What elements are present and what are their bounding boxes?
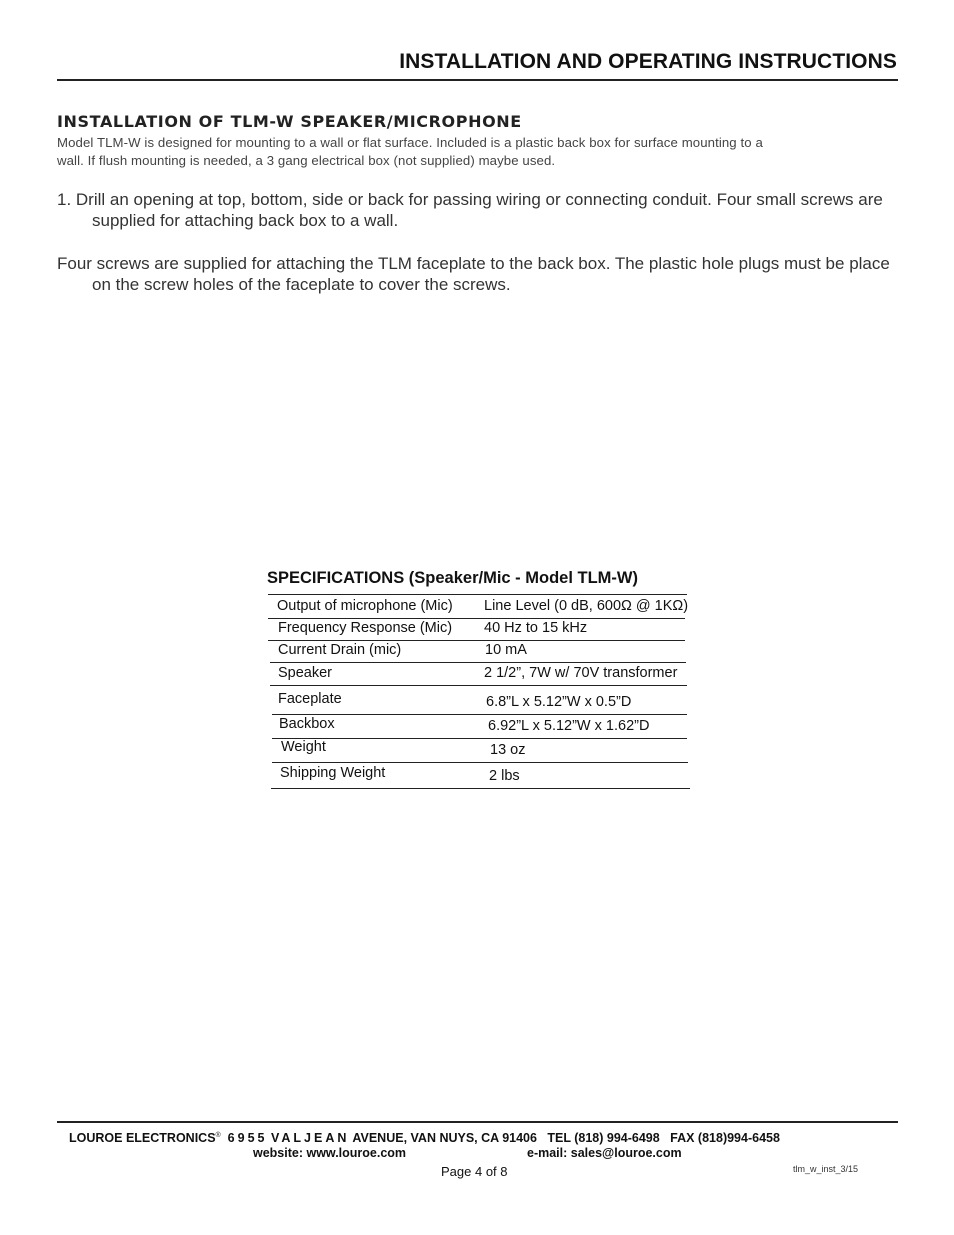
spec-row-divider	[272, 762, 688, 763]
spec-row-divider	[268, 640, 685, 641]
instruction-step-2: Four screws are supplied for attaching the TLM faceplate to the back box. The plastic hole plugs must be place on the screw holes of the faceplate to cover the screws.	[57, 254, 890, 294]
street-number: 6955	[227, 1131, 268, 1145]
spec-value: 13 oz	[490, 742, 526, 758]
street-name: VALJEAN	[270, 1131, 350, 1145]
header-divider	[57, 79, 898, 81]
spec-label: Frequency Response (Mic)	[278, 620, 453, 636]
fax: FAX (818)994-6458	[670, 1131, 780, 1145]
page-title: INSTALLATION AND OPERATING INSTRUCTIONS	[399, 50, 897, 73]
spec-value: 6.8”L x 5.12”W x 0.5”D	[486, 694, 632, 710]
intro-line-2: wall. If flush mounting is needed, a 3 gang electrical box (not supplied) maybe used.	[57, 152, 556, 168]
specifications-title: SPECIFICATIONS (Speaker/Mic - Model TLM-W)	[267, 569, 638, 587]
spec-label: Weight	[281, 739, 326, 755]
section-heading: INSTALLATION OF TLM-W SPEAKER/MICROPHONE	[57, 112, 522, 131]
company-name: LOUROE ELECTRONICS	[69, 1131, 216, 1145]
spec-table-bottom-rule	[271, 788, 690, 789]
spec-label: Backbox	[279, 716, 335, 732]
spec-value: 40 Hz to 15 kHz	[484, 620, 588, 636]
spec-value: 6.92”L x 5.12”W x 1.62”D	[488, 718, 650, 734]
intro-line-1: Model TLM-W is designed for mounting to a wall or flat surface. Included is a plastic back box for surface mounting to a	[57, 135, 763, 150]
footer-contact-line	[69, 1131, 780, 1145]
spec-row-divider	[272, 738, 687, 739]
spec-label: Current Drain (mic)	[278, 642, 402, 658]
spec-value: 2 1/2”, 7W w/ 70V transformer	[484, 665, 678, 681]
website-link[interactable]: website: www.louroe.com	[253, 1146, 407, 1160]
address-rest: AVENUE, VAN NUYS, CA 91406	[352, 1131, 537, 1145]
spec-value: 10 mA	[485, 642, 527, 658]
spec-table-top-rule	[268, 594, 687, 595]
page-number: Page 4 of 8	[441, 1164, 508, 1179]
spec-value: 2 lbs	[489, 768, 520, 784]
spec-label: Shipping Weight	[280, 765, 386, 781]
spec-row-divider	[272, 714, 687, 715]
spec-row-divider	[268, 618, 685, 619]
document-code: tlm_w_inst_3/15	[793, 1164, 859, 1174]
spec-row-divider	[270, 685, 687, 686]
telephone: TEL (818) 994-6498	[547, 1131, 660, 1145]
spec-value: Line Level (0 dB, 600Ω @ 1KΩ)	[484, 598, 689, 614]
intro-paragraph	[57, 134, 897, 169]
footer-divider	[57, 1121, 898, 1123]
spec-label: Output of microphone (Mic)	[277, 598, 453, 614]
spec-label: Faceplate	[278, 691, 342, 707]
spec-label: Speaker	[278, 665, 333, 681]
registered-mark: ®	[215, 1131, 221, 1139]
spec-row-divider	[270, 662, 686, 663]
instruction-step-1: 1. Drill an opening at top, bottom, side or back for passing wiring or connecting conduit. Four small screws are supplied for attaching back box to a wall.	[57, 190, 883, 230]
email-link[interactable]: e-mail: sales@louroe.com	[527, 1146, 682, 1160]
